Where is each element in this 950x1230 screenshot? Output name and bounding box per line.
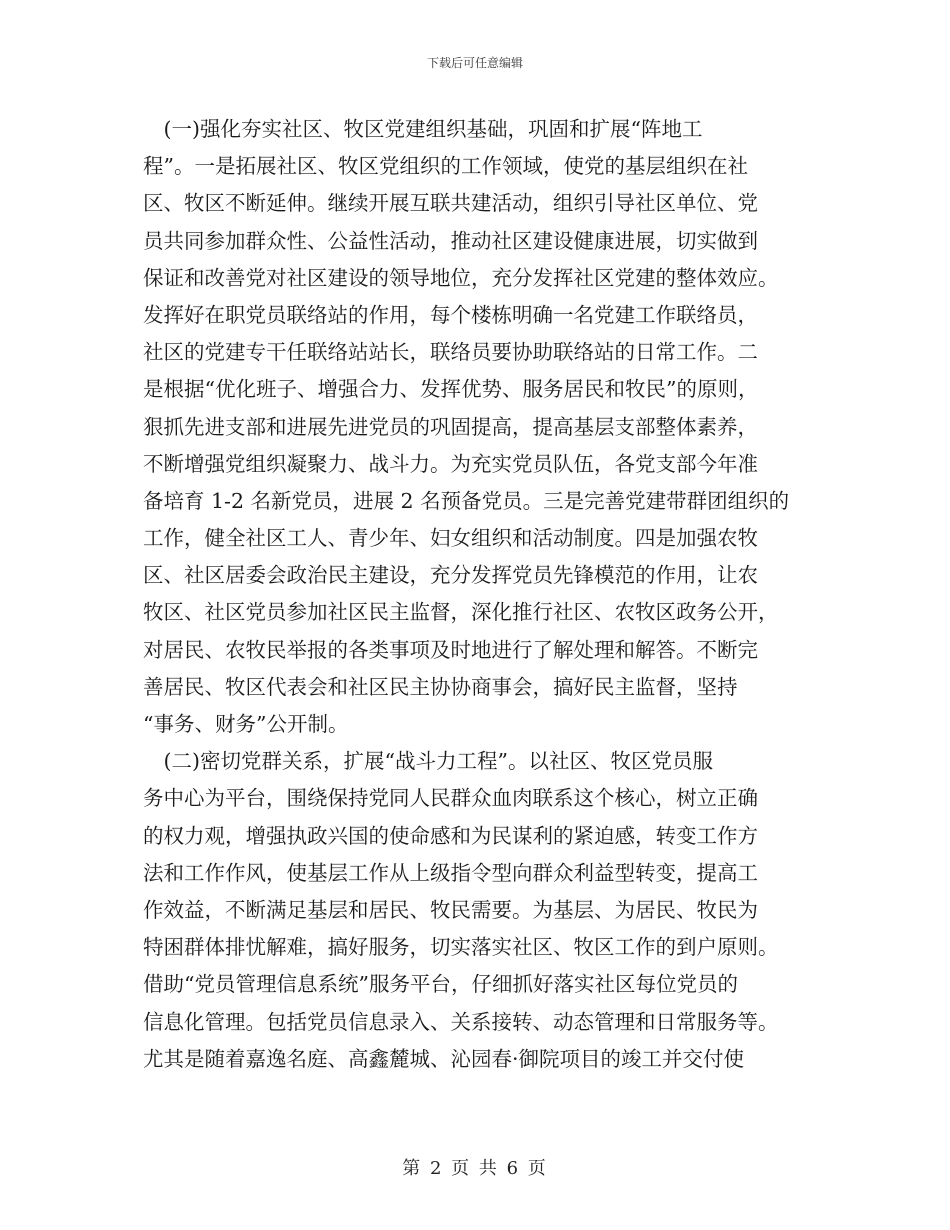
text-line: 借助“党员管理信息系统”服务平台，仔细抓好落实社区每位党员的 [143,972,738,997]
text-line: 区、牧区不断延伸。继续开展互联共建活动，组织引导社区单位、党 [143,191,758,216]
text-line: 务中心为平台，围绕保持党同人民群众血肉联系这个核心，树立正确 [143,786,758,811]
page-header: 下载后可任意编辑 [426,56,523,70]
text-line: 狠抓先进支部和进展先进党员的巩固提高，提高基层支部整体素养， [143,414,758,439]
text-line: 法和工作作风，使基层工作从上级指令型向群众利益型转变，提高工 [143,860,758,885]
text-line: 程”。一是拓展社区、牧区党组织的工作领域，使党的基层组织在社 [143,154,748,179]
text-line: 对居民、农牧民举报的各类事项及时地进行了解处理和解答。不断完 [143,637,758,662]
text-line: 不断增强党组织凝聚力、战斗力。为充实党员队伍，各党支部今年准 [143,451,758,476]
text-line: 的权力观，增强执政兴国的使命感和为民谋利的紧迫感，转变工作方 [143,823,758,848]
text-line: 特困群体排忧解难，搞好服务，切实落实社区、牧区工作的到户原则。 [143,935,779,960]
paragraph-1 [143,111,813,743]
text-line: 社区的党建专干任联络站站长，联络员要协助联络站的日常工作。二 [143,340,758,365]
text-line: 牧区、社区党员参加社区民主监督，深化推行社区、农牧区政务公开， [143,600,779,625]
page-footer: 第 2 页 共 6 页 [402,1158,548,1179]
paragraph-2 [143,743,813,1078]
text-line: 是根据“优化班子、增强合力、发挥优势、服务居民和牧民”的原则， [143,377,759,402]
text-line: 发挥好在职党员联络站的作用，每个楼栋明确一名党建工作联络员， [143,302,758,327]
text-line: 善居民、牧区代表会和社区民主协协商事会，搞好民主监督，坚持 [143,674,738,699]
text-line: 信息化管理。包括党员信息录入、关系接转、动态管理和日常服务等。 [143,1009,779,1034]
document-body [143,111,813,1078]
text-line: 保证和改善党对社区建设的领导地位，充分发挥社区党建的整体效应。 [143,265,779,290]
text-line: (二)密切党群关系，扩展“战斗力工程”。以社区、牧区党员服 [143,749,713,774]
text-line: (一)强化夯实社区、牧区党建组织基础，巩固和扩展“阵地工 [143,117,703,141]
text-line: 员共同参加群众性、公益性活动，推动社区建设健康进展，切实做到 [143,228,758,253]
text-line: 尤其是随着嘉逸名庭、高鑫麓城、沁园春·御院项目的竣工并交付使 [143,1046,745,1071]
text-line: 工作，健全社区工人、青少年、妇女组织和活动制度。四是加强农牧 [143,526,758,551]
text-line: “事务、财务”公开制。 [143,712,349,736]
text-line: 备培育 1-2 名新党员，进展 2 名预备党员。三是完善党建带群团组织的 [143,488,790,513]
text-line: 作效益，不断满足基层和居民、牧民需要。为基层、为居民、牧民为 [143,897,758,922]
text-line: 区、社区居委会政治民主建设，充分发挥党员先锋模范的作用，让农 [143,563,758,588]
